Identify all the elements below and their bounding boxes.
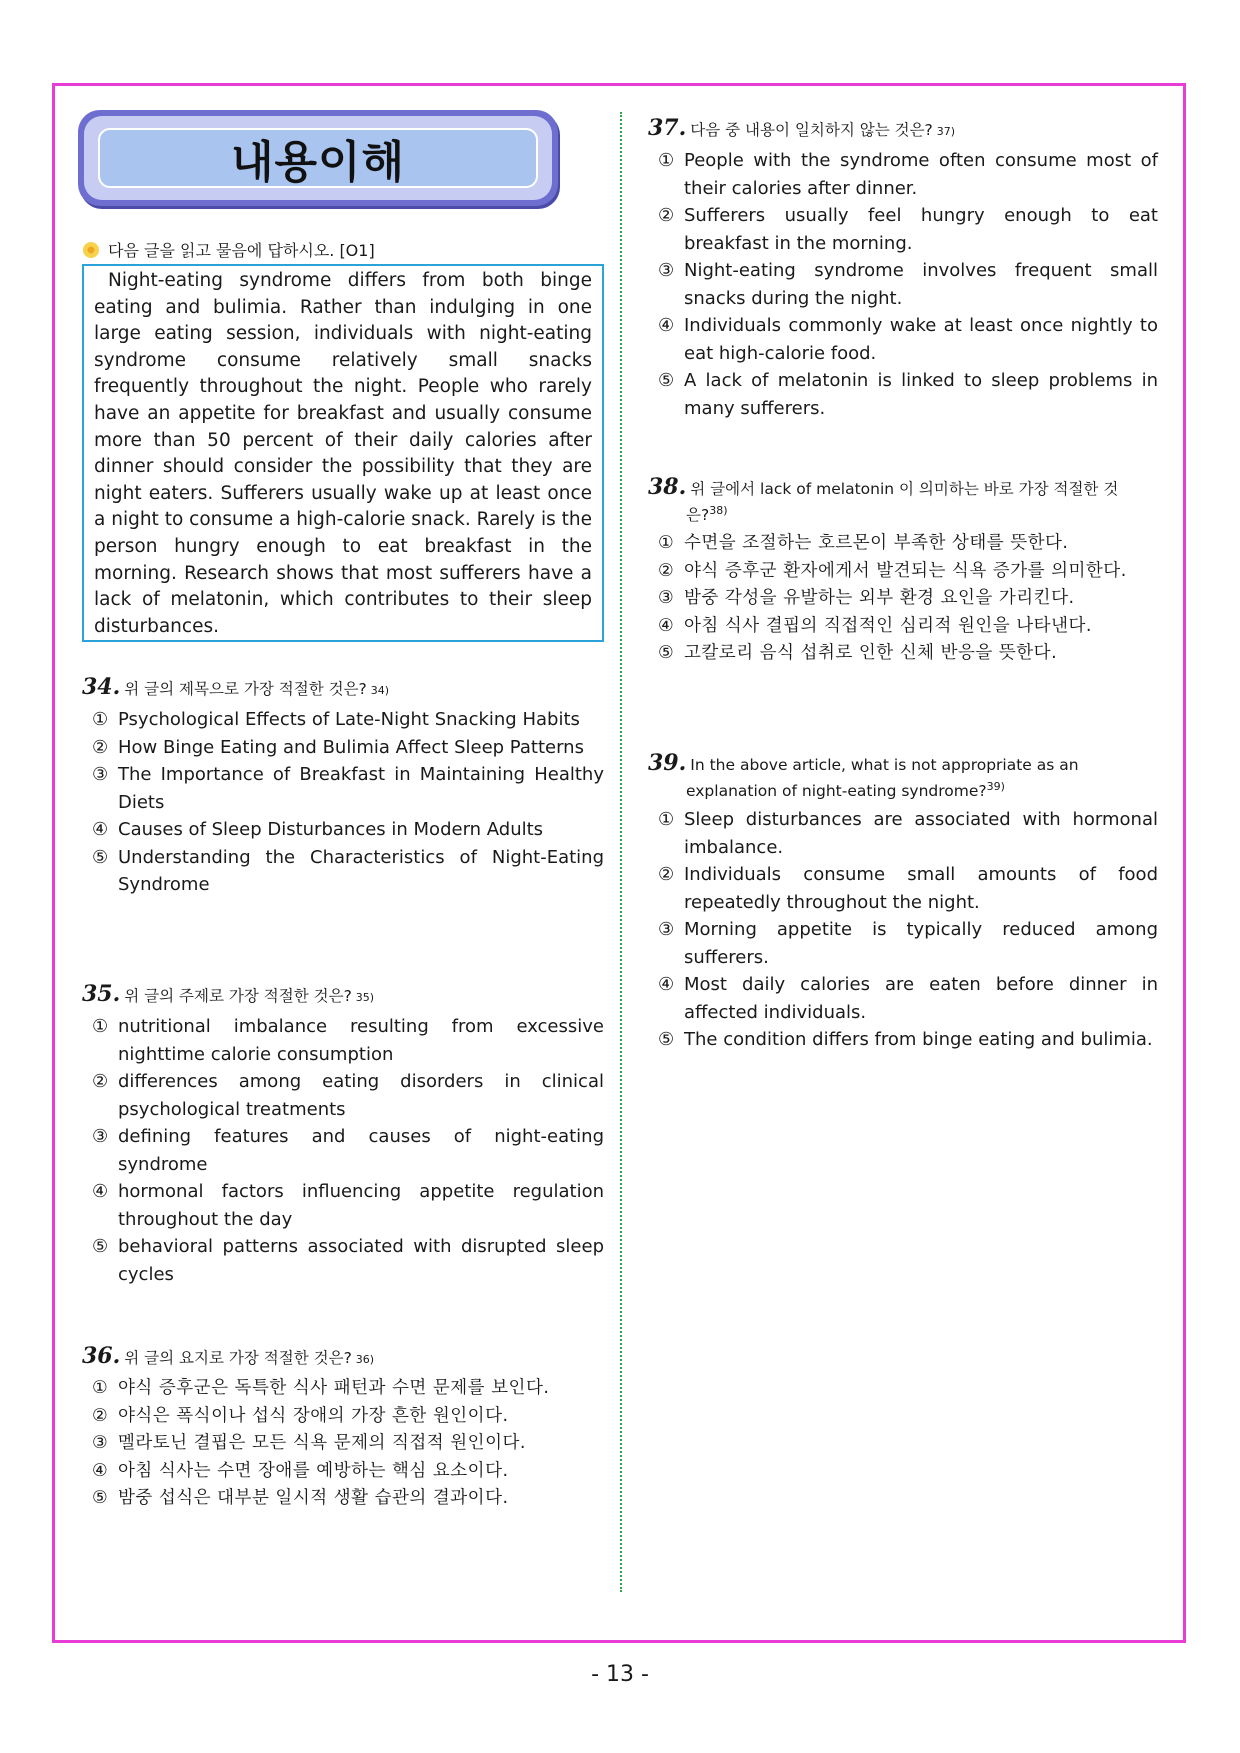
answer-option[interactable]: [82, 1485, 604, 1513]
question-39: [648, 752, 1158, 1054]
question-text-line2: 은?: [686, 506, 710, 525]
option-text: 아침 식사는 수면 장애를 예방하는 핵심 요소이다.: [118, 1460, 509, 1481]
option-text: How Binge Eating and Bulimia Affect Sleep Patterns: [118, 736, 584, 758]
question-text: 위 글의 제목으로 가장 적절한 것은?: [124, 680, 367, 698]
option-text: 야식은 폭식이나 섭식 장애의 가장 흔한 원인이다.: [118, 1405, 509, 1426]
footnote-ref: 37): [936, 125, 956, 138]
option-mark: ①: [658, 533, 675, 554]
option-mark: ①: [658, 150, 675, 171]
option-mark: ③: [92, 1126, 109, 1147]
answer-option[interactable]: [648, 861, 1158, 916]
option-mark: ①: [658, 809, 675, 831]
option-text: 야식 증후군은 독특한 식사 패턴과 수면 문제를 보인다.: [118, 1378, 550, 1398]
question-number: 39.: [648, 750, 687, 776]
option-text: 고칼로리 음식 섭취로 인한 신체 반응을 뜻한다.: [684, 643, 1058, 664]
option-text: 멜라토닌 결핍은 모든 식욕 문제의 직접적 원인이다.: [118, 1433, 526, 1453]
question-number: 34.: [82, 674, 121, 700]
option-text: hormonal factors influencing appetite regulation throughout the day: [118, 1181, 604, 1230]
question-38: [648, 476, 1158, 668]
answer-option[interactable]: [648, 971, 1158, 1026]
answer-option[interactable]: [82, 1430, 604, 1458]
option-text: Individuals consume small amounts of food repeatedly throughout the night.: [684, 864, 1158, 913]
option-mark: ⑤: [92, 846, 109, 868]
option-text: behavioral patterns associated with disrupted sleep cycles: [118, 1236, 604, 1285]
option-mark: ③: [658, 919, 675, 941]
answer-option[interactable]: [82, 844, 604, 899]
question-prompt: [82, 676, 604, 702]
option-text: Sleep disturbances are associated with hormonal imbalance.: [684, 809, 1158, 858]
option-text: People with the syndrome often consume most of their calories after dinner.: [684, 150, 1158, 199]
answer-option[interactable]: [648, 367, 1158, 422]
answer-option[interactable]: [82, 734, 604, 762]
answer-option[interactable]: [82, 1068, 604, 1123]
answer-options: [648, 147, 1158, 422]
answer-option[interactable]: [82, 1375, 604, 1403]
option-mark: ⑤: [658, 643, 675, 664]
option-text: 밤중 각성을 유발하는 외부 환경 요인을 가리킨다.: [684, 588, 1075, 609]
section-title-badge: [78, 110, 558, 206]
option-mark: ②: [658, 560, 675, 581]
option-mark: ④: [658, 615, 675, 636]
question-text-continued: [648, 776, 1158, 802]
instruction: [82, 238, 375, 261]
question-37: [648, 117, 1158, 422]
question-number: 35.: [82, 981, 121, 1007]
answer-option[interactable]: [648, 257, 1158, 312]
answer-option[interactable]: [648, 1026, 1158, 1054]
page-number: - 13 -: [591, 1662, 649, 1687]
option-text: nutritional imbalance resulting from excessive nighttime calorie consumption: [118, 1016, 604, 1065]
option-mark: ⑤: [92, 1488, 109, 1508]
option-text: 밤중 섭식은 대부분 일시적 생활 습관의 결과이다.: [118, 1488, 509, 1508]
option-mark: ④: [92, 1181, 109, 1202]
question-number: 37.: [648, 115, 687, 141]
answer-option[interactable]: [648, 640, 1158, 668]
question-prompt: [648, 752, 1158, 776]
option-text: A lack of melatonin is linked to sleep problems in many sufferers.: [684, 370, 1158, 419]
answer-option[interactable]: [648, 312, 1158, 367]
option-text: Night-eating syndrome involves frequent small snacks during the night.: [684, 260, 1158, 309]
answer-options: [82, 706, 604, 899]
answer-options: [82, 1013, 604, 1288]
instruction-text: 다음 글을 읽고 물음에 답하시오. [O1]: [108, 241, 375, 260]
option-text: differences among eating disorders in clinical psychological treatments: [118, 1071, 604, 1120]
option-text: Causes of Sleep Disturbances in Modern Adults: [118, 819, 544, 840]
option-mark: ①: [92, 1378, 109, 1398]
question-text: 위 글에서 lack of melatonin 이 의미하는 바로 가장 적절한 것: [690, 480, 1119, 498]
answer-option[interactable]: [82, 1458, 604, 1486]
answer-option[interactable]: [82, 1013, 604, 1068]
option-mark: ④: [92, 819, 109, 840]
option-text: 아침 식사 결핍의 직접적인 심리적 원인을 나타낸다.: [684, 615, 1092, 636]
flower-icon: [82, 241, 100, 259]
question-text: 위 글의 주제로 가장 적절한 것은?: [124, 987, 352, 1005]
question-number: 36.: [82, 1343, 121, 1369]
option-text: Individuals commonly wake at least once nightly to eat high-calorie food.: [684, 315, 1158, 364]
answer-option[interactable]: [648, 585, 1158, 613]
answer-option[interactable]: [82, 1123, 604, 1178]
question-prompt: [82, 983, 604, 1009]
question-34: [82, 676, 604, 899]
question-36: [82, 1345, 604, 1513]
option-mark: ⑤: [92, 1236, 109, 1257]
section-title: 내용이해: [230, 137, 405, 188]
option-text: Morning appetite is typically reduced among sufferers.: [684, 919, 1158, 968]
option-mark: ②: [658, 864, 675, 886]
footnote-ref: 35): [355, 991, 375, 1004]
question-number: 38.: [648, 474, 687, 500]
answer-option[interactable]: [648, 806, 1158, 861]
footnote-ref: 39): [986, 780, 1005, 793]
answer-option[interactable]: [648, 147, 1158, 202]
footnote-ref: 36): [355, 1353, 375, 1366]
answer-option[interactable]: [82, 1178, 604, 1233]
option-text: Psychological Effects of Late-Night Snacking Habits: [118, 709, 580, 730]
option-text: Sufferers usually feel hungry enough to eat breakfast in the morning.: [684, 205, 1158, 254]
option-mark: ②: [92, 1405, 109, 1426]
option-text: defining features and causes of night-eating syndrome: [118, 1126, 604, 1175]
answer-option[interactable]: [648, 558, 1158, 586]
answer-option[interactable]: [648, 202, 1158, 257]
question-prompt: [648, 476, 1158, 500]
column-divider: [620, 112, 622, 1592]
question-text: In the above article, what is not appropriate as an: [690, 756, 1079, 774]
option-text: The Importance of Breakfast in Maintaining Healthy Diets: [118, 764, 604, 813]
answer-options: [82, 1375, 604, 1513]
footnote-ref: 34): [370, 684, 390, 697]
option-mark: ⑤: [658, 1029, 675, 1051]
option-text: Understanding the Characteristics of Night-Eating Syndrome: [118, 846, 604, 895]
answer-option[interactable]: [648, 916, 1158, 971]
option-mark: ③: [92, 1433, 109, 1453]
option-mark: ①: [92, 709, 109, 730]
option-mark: ③: [658, 260, 675, 281]
option-mark: ③: [92, 764, 109, 785]
answer-option[interactable]: [82, 1403, 604, 1431]
answer-option[interactable]: [648, 613, 1158, 641]
option-mark: ②: [658, 205, 675, 226]
answer-option[interactable]: [82, 761, 604, 816]
option-mark: ①: [92, 1016, 109, 1037]
option-text: 야식 증후군 환자에게서 발견되는 식욕 증가를 의미한다.: [684, 560, 1127, 581]
question-prompt: [648, 117, 1158, 143]
footnote-ref: 38): [709, 504, 728, 517]
answer-options: [648, 806, 1158, 1054]
option-mark: ④: [658, 315, 675, 336]
answer-option[interactable]: [82, 816, 604, 844]
answer-option[interactable]: [82, 1233, 604, 1288]
question-text-line2: explanation of night-eating syndrome?: [686, 782, 987, 801]
answer-option[interactable]: [648, 530, 1158, 558]
option-text: Most daily calories are eaten before dinner in affected individuals.: [684, 974, 1158, 1023]
option-mark: ③: [658, 588, 675, 609]
option-mark: ②: [92, 1071, 109, 1092]
option-text: 수면을 조절하는 호르몬이 부족한 상태를 뜻한다.: [684, 533, 1069, 554]
option-mark: ⑤: [658, 370, 675, 391]
answer-option[interactable]: [82, 706, 604, 734]
question-text: 다음 중 내용이 일치하지 않는 것은?: [690, 121, 933, 139]
reading-passage: Night-eating syndrome differs from both binge eating and bulimia. Rather than indulging in one large eating session, individuals with night-eating syndrome consume relatively small snacks frequently throughout the night. People who rarely have an appetite for breakfast and usually consume more than 50 percent of their daily calories after dinner should consider the possibility that they are night eaters. Sufferers usually wake up at least once a night to consume a high-calorie snack. Rarely is the person hungry enough to eat breakfast in the morning. Research shows that most sufferers have a lack of melatonin, which contributes to their sleep disturbances.: [82, 264, 604, 642]
question-text-continued: [648, 500, 1158, 526]
option-mark: ④: [658, 974, 675, 996]
answer-options: [648, 530, 1158, 668]
option-text: The condition differs from binge eating and bulimia.: [684, 1029, 1153, 1051]
option-mark: ④: [92, 1460, 109, 1481]
option-mark: ②: [92, 736, 109, 758]
question-text: 위 글의 요지로 가장 적절한 것은?: [124, 1349, 352, 1367]
question-35: [82, 983, 604, 1288]
question-prompt: [82, 1345, 604, 1371]
